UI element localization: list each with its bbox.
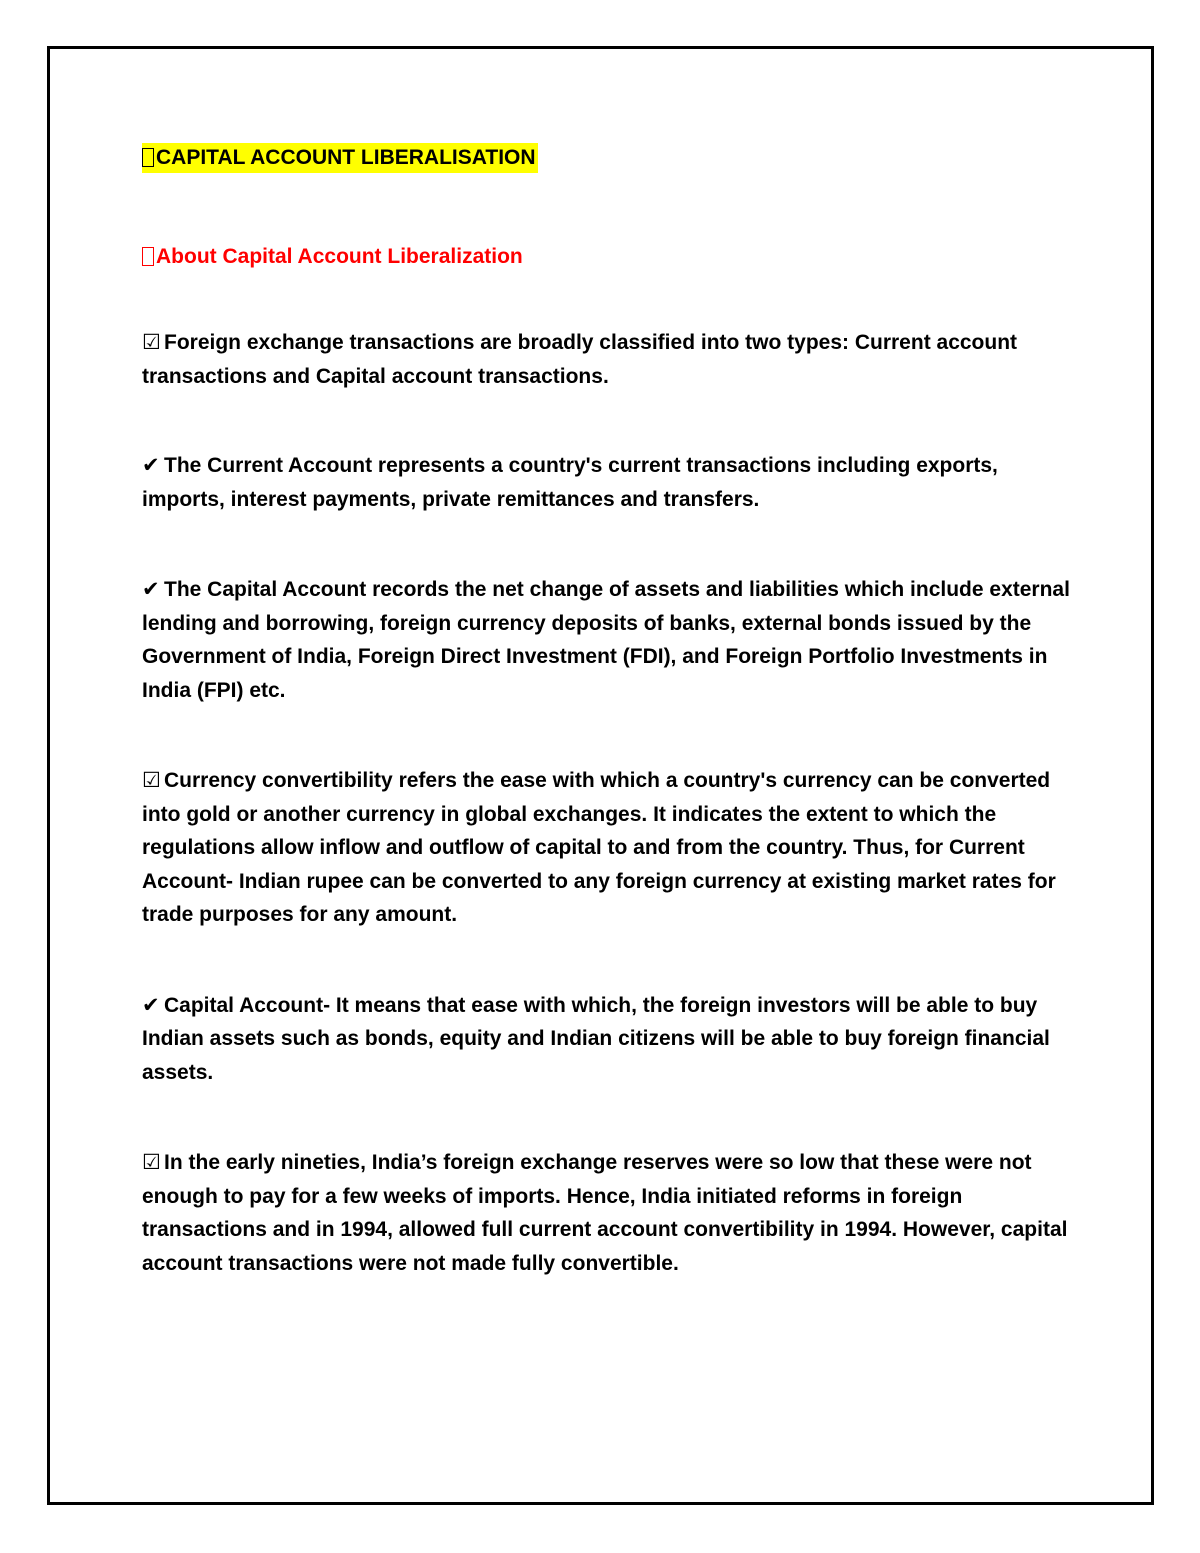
missing-glyph-icon — [142, 247, 154, 266]
document-body — [142, 143, 1072, 1280]
paragraph-4 — [142, 764, 1072, 932]
paragraph-text: Capital Account- It means that ease with which, the foreign investors will be able to buy Indian assets such as bonds, equity and Indian citizens will be able to buy foreign financial assets. — [142, 993, 1050, 1084]
paragraph-2 — [142, 449, 1072, 516]
paragraph-6 — [142, 1146, 1072, 1280]
paragraph-text: In the early nineties, India’s foreign exchange reserves were so low that these were not enough to pay for a few weeks of imports. Hence, India initiated reforms in foreign transactions and in 1994, allowed full current account convertibility in 1994. However, capital account transactions were not made fully convertible. — [142, 1151, 1068, 1275]
paragraph-5 — [142, 989, 1072, 1090]
paragraph-text: The Current Account represents a country's current transactions including exports, imports, interest payments, private remittances and transfers. — [142, 454, 998, 511]
page-title-text: CAPITAL ACCOUNT LIBERALISATION — [156, 146, 536, 169]
paragraph-text: The Capital Account records the net change of assets and liabilities which include external lending and borrowing, foreign currency deposits of banks, external bonds issued by the Government of India, Foreign Direct Investment (FDI), and Foreign Portfolio Investments in India (FPI) etc. — [142, 578, 1070, 702]
checkbox-icon: ☑ — [142, 769, 161, 792]
section-heading-text: About Capital Account Liberalization — [156, 245, 523, 268]
paragraph-3 — [142, 573, 1072, 707]
page-title — [142, 143, 538, 173]
checkmark-icon: ✔ — [142, 454, 160, 477]
checkmark-icon: ✔ — [142, 993, 160, 1017]
checkbox-icon: ☑ — [142, 1151, 161, 1174]
section-heading — [142, 242, 1072, 272]
title-row — [142, 143, 1072, 173]
checkmark-icon: ✔ — [142, 578, 160, 601]
paragraph-text: Currency convertibility refers the ease with which a country's currency can be converted into gold or another currency in global exchanges. It indicates the extent to which the regulations allow inflow and outflow of capital to and from the country. Thus, for Current Account- Indian rupee can be converted to any foreign currency at existing market rates for trade purposes for any amount. — [142, 769, 1056, 926]
missing-glyph-icon — [142, 148, 154, 167]
paragraph-1 — [142, 326, 1072, 393]
paragraph-text: Foreign exchange transactions are broadly classified into two types: Current account transactions and Capital account transactions. — [142, 331, 1018, 388]
checkbox-icon: ☑ — [142, 331, 161, 354]
